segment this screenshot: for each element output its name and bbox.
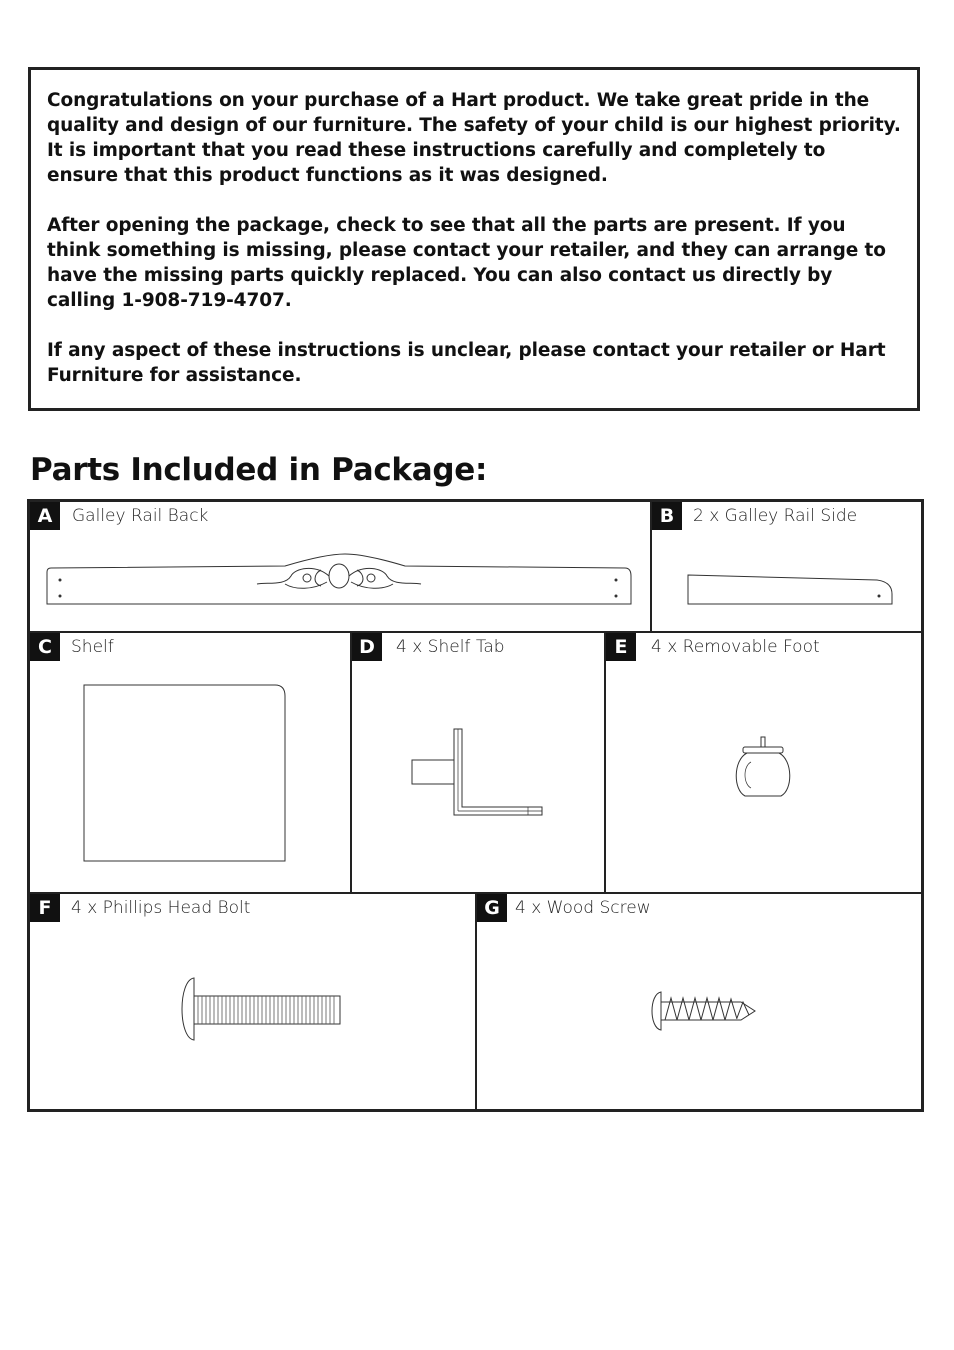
part-cell-b bbox=[652, 502, 924, 633]
part-label-f: 4 x Phillips Head Bolt bbox=[71, 898, 251, 918]
part-letter-d: D bbox=[352, 633, 382, 661]
part-label-a: Galley Rail Back bbox=[72, 506, 209, 526]
part-cell-g bbox=[477, 894, 924, 1112]
part-label-c: Shelf bbox=[71, 637, 114, 657]
part-letter-c: C bbox=[30, 633, 60, 661]
part-letter-f: F bbox=[30, 894, 60, 922]
galley-rail-back-drawing bbox=[45, 546, 635, 606]
intro-paragraph-congratulations: Congratulations on your purchase of a Hart product. We take great pride in the quality and design of our furniture. The safety of your child is our highest priority. It is important that you read these instructions carefully and completely to ensure that this product functions as it was designed. bbox=[47, 90, 901, 186]
parts-grid bbox=[27, 499, 924, 1112]
part-cell-c bbox=[30, 633, 352, 894]
phillips-head-bolt-drawing bbox=[176, 974, 346, 1044]
removable-foot-drawing bbox=[733, 736, 793, 800]
part-label-g: 4 x Wood Screw bbox=[515, 898, 651, 918]
part-letter-g: G bbox=[477, 894, 507, 922]
part-cell-a bbox=[30, 502, 652, 633]
part-label-b: 2 x Galley Rail Side bbox=[693, 506, 858, 526]
intro-paragraph-check-parts: After opening the package, check to see that all the parts are present. If you think something is missing, please contact your retailer, and they can arrange to have the missing parts quickly replaced. You can also contact us directly by calling 1-908-719-4707. bbox=[47, 215, 886, 311]
part-cell-d bbox=[352, 633, 606, 894]
intro-paragraph-assistance: If any aspect of these instructions is unclear, please contact your retailer or Hart Furniture for assistance. bbox=[47, 340, 886, 386]
shelf-tab-drawing bbox=[410, 727, 550, 819]
part-letter-b: B bbox=[652, 502, 682, 530]
galley-rail-side-drawing bbox=[687, 574, 897, 606]
shelf-drawing bbox=[83, 684, 287, 864]
part-letter-a: A bbox=[30, 502, 60, 530]
part-label-e: 4 x Removable Foot bbox=[651, 637, 820, 657]
part-label-d: 4 x Shelf Tab bbox=[396, 637, 505, 657]
part-letter-e: E bbox=[606, 633, 636, 661]
parts-heading: Parts Included in Package: bbox=[30, 452, 488, 488]
wood-screw-drawing bbox=[649, 988, 769, 1038]
part-cell-f bbox=[30, 894, 477, 1112]
part-cell-e bbox=[606, 633, 924, 894]
intro-box bbox=[28, 67, 920, 411]
